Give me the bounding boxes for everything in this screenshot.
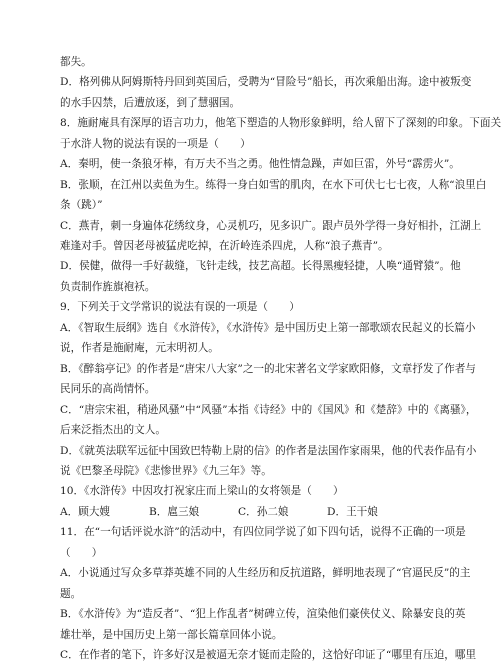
question-8-option-d: D．侯健，做得一手好裁缝，飞针走线，技艺高超。长得黑瘦轻捷，人唤“通臂猿”。他 (60, 260, 461, 272)
question-8-option-b: B．张顺，在江州以卖鱼为生。练得一身白如雪的肌肉，在水下可伏七七七夜，人称“浪里白 (60, 179, 487, 191)
question-11-option-c: C．在作者的笔下，许多好汉是被逼无奈才铤而走险的，这恰好印证了“哪里有压迫，哪里 (60, 649, 477, 661)
question-9-stem: 9．下列关于文学常识的说法有误的一项是（ ） (60, 301, 300, 313)
question-11-stem: （ ） (60, 547, 103, 559)
question-10-stem: 10．《水浒传》中因攻打祝家庄而上梁山的女将领是（ ） (60, 485, 344, 497)
question-9-option-a: 说，作者是施耐庵，元末明初人。 (60, 342, 219, 354)
text-line: 的水手囚禁，后遭放逐，到了慧骃国。 (60, 97, 241, 109)
question-9-option-b: 民同乐的高尚情怀。 (60, 383, 156, 395)
question-11-option-b: B．《水浒传》为“造反者”、“犯上作乱者”树碑立传，渲染他们豪侠仗义、除暴安良的英 (60, 608, 466, 620)
text-line: D．格列佛从阿姆斯特丹回到英国后，受聘为“冒险号”船长，再次乘船出海。途中被叛变 (60, 76, 472, 88)
question-9-option-d: D．《就英法联军远征中国致巴特勒上尉的信》的作者是法国作家雨果，他的代表作品有小 (60, 445, 477, 457)
question-10-option-a: A．顾大嫂 (60, 506, 111, 518)
question-10-option-c: C．孙二娘 (238, 506, 289, 518)
question-10-options (60, 505, 416, 519)
question-8-stem: 8．施耐庵具有深厚的语言功力，他笔下塑造的人物形象鲜明，给人留下了深刻的印象。下面关 (60, 117, 501, 129)
question-9-option-c: C．“唐宗宋祖，稍逊风骚”中“风骚”本指《诗经》中的《国风》和《楚辞》中的《离骚》， (60, 404, 477, 416)
question-8-option-d: 负责制作旌旗袍袄。 (60, 281, 156, 293)
question-11-option-a: A．小说通过写众多草莽英雄不同的人生经历和反抗道路，鲜明地表现了“官逼民反”的主 (60, 567, 471, 579)
question-11-stem: 11．在“一句话评说水浒”的活动中，有四位同学说了如下四句话，说得不正确的一项是 (60, 526, 466, 538)
question-8-option-c: C．燕青，刺一身遍体花绣纹身，心灵机巧，见多识广。跟卢员外学得一身好相扑，江湖上 (60, 220, 482, 232)
question-8-option-b: 条（跳）” (60, 199, 103, 211)
question-9-option-b: B．《醉翁亭记》的作者是“唐宋八大家”之一的北宋著名文学家欧阳修，文章抒发了作者与 (60, 363, 476, 375)
question-9-option-c: 后来泛指杰出的文人。 (60, 424, 166, 436)
question-11-option-b: 雄壮举，是中国历史上第一部长篇章回体小说。 (60, 629, 283, 641)
question-8-option-c: 难逢对手。曾因老母被猛虎吃掉，在沂岭连杀四虎，人称“浪子燕青”。 (60, 240, 389, 252)
question-8-stem: 于水浒人物的说法有误的一项是（ ） (60, 138, 251, 150)
question-9-option-a: A．《智取生辰纲》选自《水浒传》，《水浒传》是中国历史上第一部歌颂农民起义的长篇小 (60, 322, 476, 334)
question-11-option-a: 题。 (60, 588, 82, 600)
question-10-option-d: D．王干娘 (327, 506, 378, 518)
question-8-option-a: A．秦明，使一条狼牙棒，有万夫不当之勇。他性情急躁，声如巨雷，外号“霹雳火”。 (60, 158, 460, 170)
question-9-option-d: 说《巴黎圣母院》《悲惨世界》《九三年》等。 (60, 465, 272, 477)
question-10-option-b: B．扈三娘 (149, 506, 200, 518)
text-line: 都失。 (60, 56, 92, 68)
